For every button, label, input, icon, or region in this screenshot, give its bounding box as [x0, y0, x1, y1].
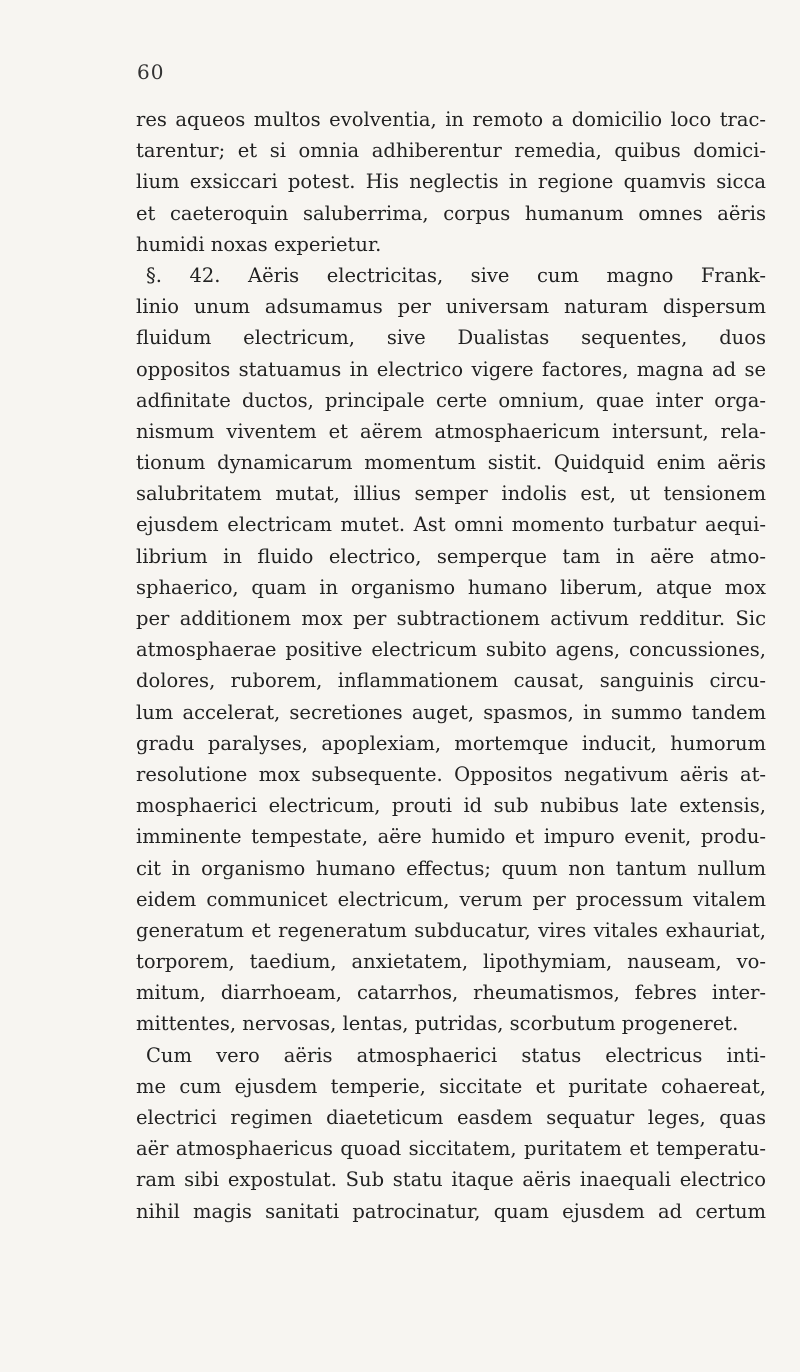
text-line: sphaerico, quam in organismo humano liberum, atque mox — [136, 575, 766, 599]
section-heading-line: §. 42. Aëris electricitas, sive cum magno Frank- — [146, 263, 766, 287]
text-line: librium in fluido electrico, semperque tam in aëre atmo- — [136, 544, 766, 568]
text-line: nihil magis sanitati patrocinatur, quam ejusdem ad certum — [136, 1199, 766, 1223]
text-line: lium exsiccari potest. His neglectis in regione quamvis sicca — [136, 170, 766, 194]
text-line: aër atmosphaericus quoad siccitatem, puritatem et temperatu- — [136, 1137, 766, 1161]
text-line: me cum ejusdem temperie, siccitate et puritate cohaereat, — [136, 1074, 766, 1098]
paragraph-start-line: Cum vero aëris atmosphaerici status electricus inti- — [146, 1043, 766, 1067]
text-line: tionum dynamicarum momentum sistit. Quidquid enim aëris — [136, 451, 766, 475]
text-line: nismum viventem et aërem atmosphaericum intersunt, rela- — [136, 419, 766, 443]
text-line: ejusdem electricam mutet. Ast omni momento turbatur aequi- — [136, 513, 766, 537]
text-line: tarentur; et si omnia adhiberentur remedia, quibus domici- — [136, 139, 766, 163]
text-line: salubritatem mutat, illius semper indolis est, ut tensionem — [136, 482, 766, 506]
text-line: mittentes, nervosas, lentas, putridas, scorbutum progeneret. — [136, 1012, 739, 1036]
text-line: torporem, taedium, anxietatem, lipothymiam, nauseam, vo- — [136, 950, 766, 974]
text-line: mitum, diarrhoeam, catarrhos, rheumatismos, febres inter- — [136, 981, 766, 1005]
text-line: cit in organismo humano effectus; quum non tantum nullum — [136, 856, 766, 880]
text-line: generatum et regeneratum subducatur, vires vitales exhauriat, — [136, 918, 766, 942]
page-number: 60 — [137, 60, 165, 84]
text-line: per additionem mox per subtractionem activum redditur. Sic — [136, 607, 766, 630]
text-line: oppositos statuamus in electrico vigere factores, magna ad se — [136, 357, 766, 381]
text-line: dolores, ruborem, inflammationem causat, sanguinis circu- — [136, 669, 766, 693]
text-line: electrici regimen diaeteticum easdem sequatur leges, quas — [136, 1106, 766, 1129]
text-line: adfinitate ductos, principale certe omnium, quae inter orga- — [136, 388, 766, 412]
text-line: imminente tempestate, aëre humido et impuro evenit, produ- — [136, 825, 766, 849]
text-line: resolutione mox subsequente. Oppositos negativum aëris at- — [136, 762, 766, 786]
text-line: fluidum electricum, sive Dualistas sequentes, duos — [136, 326, 766, 350]
body-text — [136, 104, 766, 1227]
text-line: mosphaerici electricum, prouti id sub nubibus late extensis, — [136, 794, 766, 818]
text-line: gradu paralyses, apoplexiam, mortemque inducit, humorum — [136, 731, 766, 755]
text-line: humidi noxas experietur. — [136, 232, 382, 256]
text-line: lum accelerat, secretiones auget, spasmos, in summo tandem — [136, 700, 766, 724]
text-line: ram sibi expostulat. Sub statu itaque aëris inaequali electrico — [136, 1168, 766, 1192]
text-line: linio unum adsumamus per universam naturam dispersum — [136, 295, 766, 319]
text-line: atmosphaerae positive electricum subito agens, concussiones, — [136, 638, 766, 662]
text-line: eidem communicet electricum, verum per processum vitalem — [136, 887, 766, 911]
text-line: et caeteroquin saluberrima, corpus humanum omnes aëris — [136, 201, 766, 225]
text-line: res aqueos multos evolventia, in remoto a domicilio loco trac- — [136, 108, 766, 131]
